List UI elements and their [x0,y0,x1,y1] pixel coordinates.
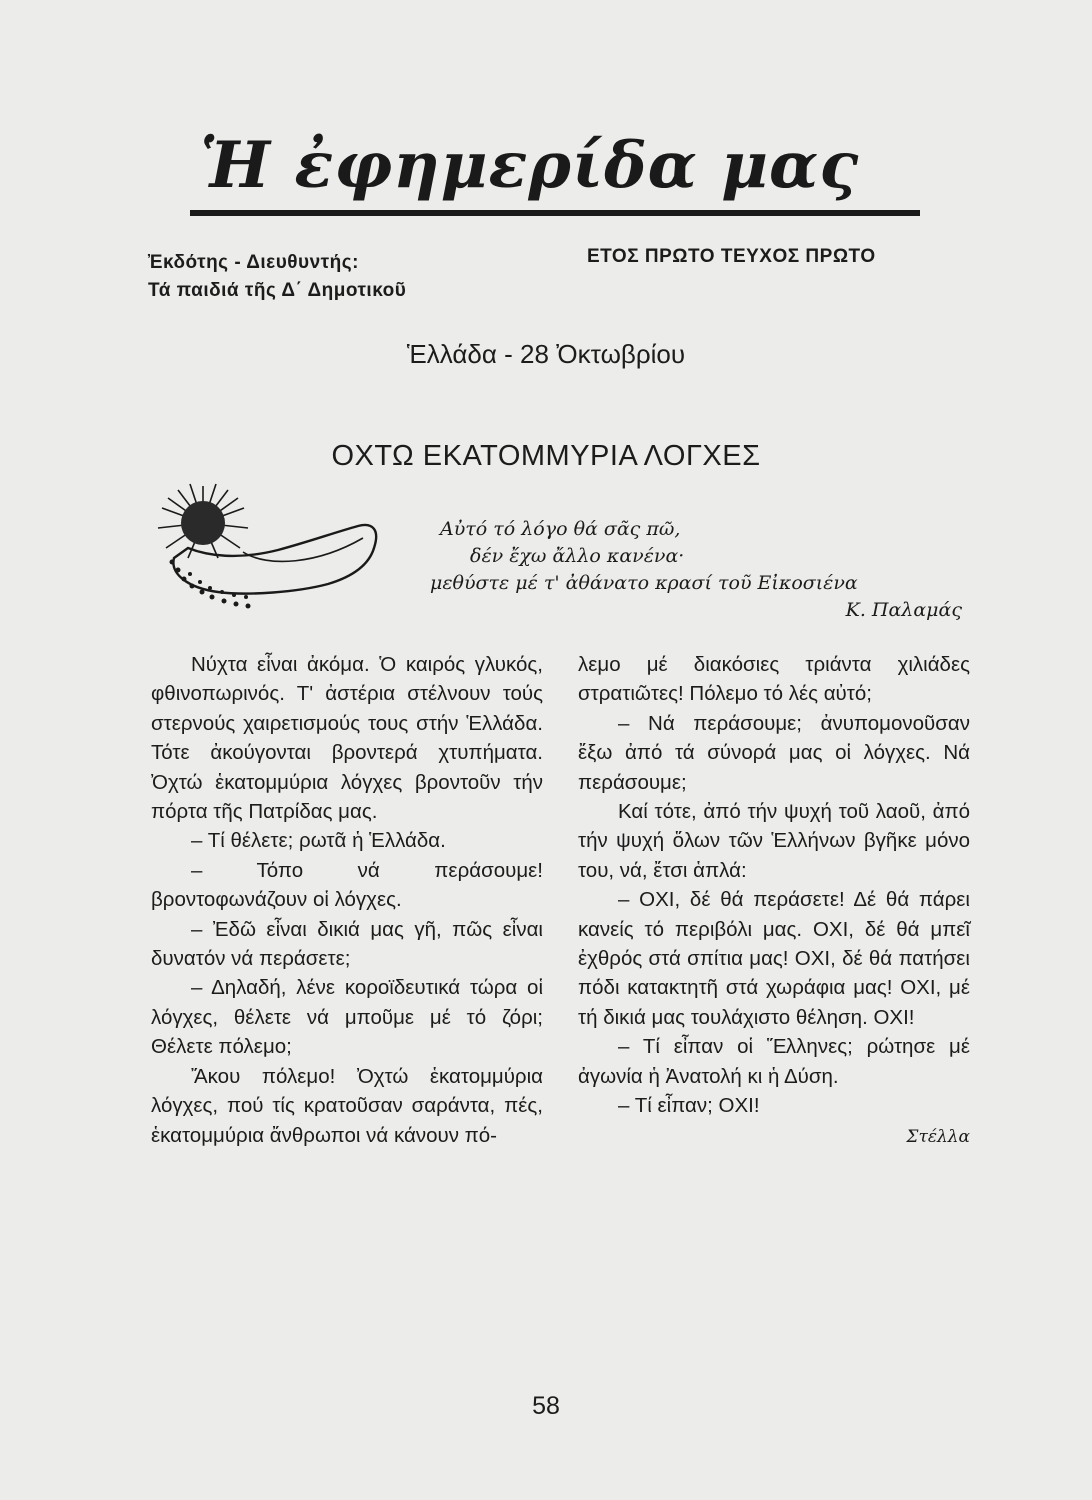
masthead-title: Ἡ ἐφημερίδα μας [200,128,860,203]
article-signature: Στέλλα [906,1126,970,1147]
page-number: 58 [532,1392,560,1420]
article-paragraph: Καί τότε, ἀπό τήν ψυχή τοῦ λαοῦ, ἀπό τήν ψυχή ὅλων τῶν Ἑλλήνων βγῆκε μόνο του, νά, ἔτσι ἁπλά: [578,800,970,882]
article-paragraph: – ΟΧΙ, δέ θά περάσετε! Δέ θά πάρει κανείς τό περιβόλι μας. ΟΧΙ, δέ θά μπεῖ ἐχθρός στά σπίτια μας! ΟΧΙ, δέ θά πατήσει πόδι κατακτητῆ στά χωράφια μας! ΟΧΙ, μέ τή δικιά μας τουλάχιστο θέληση. ΟΧΙ! [578,888,970,1029]
article-column-left [151,650,543,1150]
article-paragraph: – Τί εἶπαν οἱ Ἕλληνες; ρώτησε μέ ἀγωνία ἡ Ἀνατολή κι ἡ Δύση. [578,1035,970,1088]
masthead [190,128,920,228]
article-column-right [578,650,970,1152]
epigraph-line: δέν ἔχω ἄλλο κανένα· [470,545,685,567]
tsarouchi-shoe-icon [148,478,388,628]
article-paragraph: λεμο μέ διακόσιες τριάντα χιλιάδες στρατιῶτες! Πόλεμο τό λές αὐτό; [578,653,970,706]
article-paragraph: – Ἐδῶ εἶναι δικιά μας γῆ, πῶς εἶναι δυνατόν νά περάσετε; [151,917,543,971]
dateline: Ἑλλάδα - 28 Ὀκτωβρίου [406,339,686,369]
article-paragraph: – Νά περάσουμε; ἀνυπομονοῦσαν ἔξω ἀπό τά σύνορά μας οἱ λόγχες. Νά περάσουμε; [578,711,970,794]
article-paragraph: – Τόπο νά περάσουμε! βροντοφωνάζουν οἱ λόγχες. [151,858,543,912]
epigraph-line: μεθύστε μέ τ' ἀθάνατο κρασί τοῦ Εἰκοσιένα [430,572,858,594]
article-paragraph: Νύχτα εἶναι ἀκόμα. Ὁ καιρός γλυκός, φθινοπωρινός. Τ' ἀστέρια στέλνουν τούς στερνούς χαιρετισμούς τους στήν Ἑλλάδα. Τότε ἀκούγονται βροντερά χτυπήματα. Ὀχτώ ἑκατομμύρια λόγχες βροντοῦν τήν πόρτα τῆς Πατρίδας μας. [151,653,543,824]
publisher-label: Ἐκδότης - Διευθυντής: [148,252,359,273]
issue-info: ΕΤΟΣ ΠΡΩΤΟ ΤΕΥΧΟΣ ΠΡΩΤΟ [587,246,876,267]
article-paragraph: – Τί θέλετε; ρωτᾶ ἡ Ἑλλάδα. [191,829,446,853]
epigraph-author: Κ. Παλαμάς [845,599,962,621]
article-paragraph: – Τί εἶπαν; ΟΧΙ! [618,1094,760,1118]
article-headline: ΟΧΤΩ ΕΚΑΤΟΜΜΥΡΙΑ ΛΟΓΧΕΣ [331,440,761,472]
masthead-underline [190,210,920,216]
publisher-info [148,249,406,305]
article-paragraph: – Δηλαδή, λένε κοροϊδευτικά τώρα οἱ λόγχες, θέλετε νά μποῦμε μέ τό ζόρι; Θέλετε πόλεμο; [151,976,543,1059]
article-paragraph: Ἄκου πόλεμο! Ὀχτώ ἑκατομμύρια λόγχες, πού τίς κρατοῦσαν σαράντα, πές, ἑκατομμύρια ἄνθρωποι νά κάνουν πό- [151,1064,543,1147]
epigraph [430,516,970,624]
publisher-name: Τά παιδιά τῆς Δ΄ Δημοτικοῦ [148,280,407,301]
epigraph-line: Αὐτό τό λόγο θά σᾶς πῶ, [440,518,681,540]
